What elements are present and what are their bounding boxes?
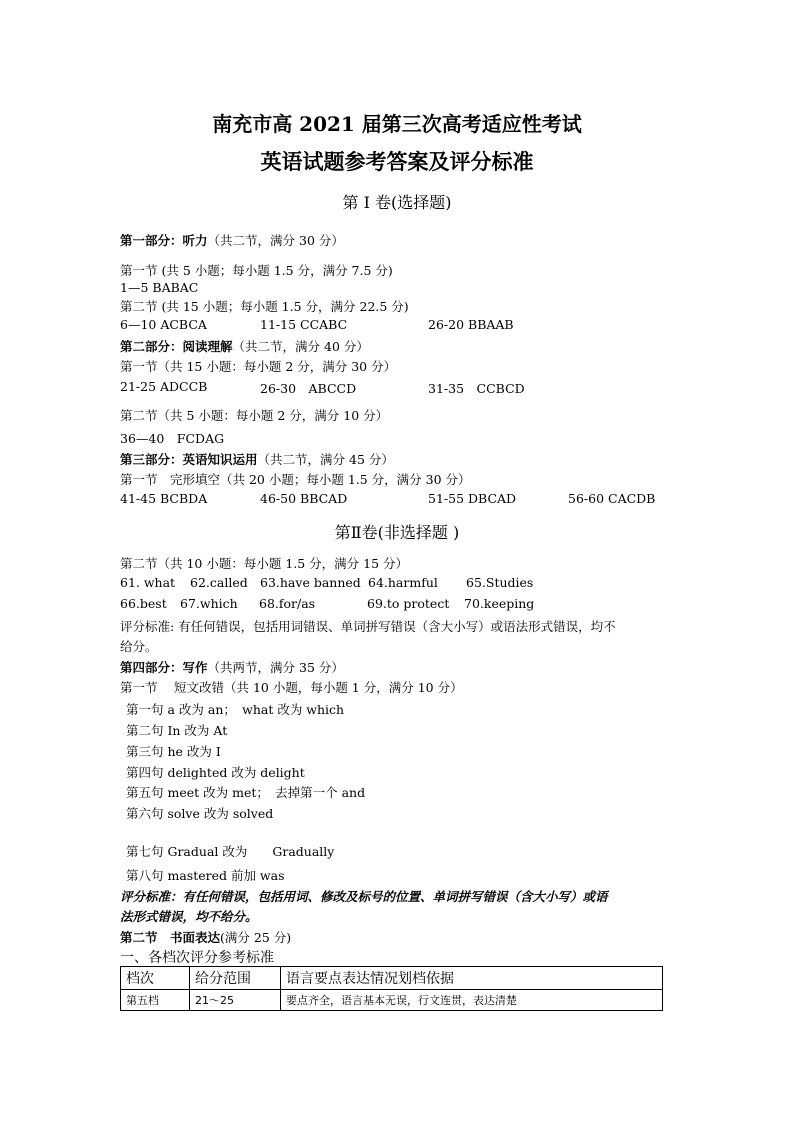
- table-row: [121, 990, 663, 1011]
- fill-answer-67: 67.which: [180, 596, 238, 611]
- part4-sec1-heading: 第一节 短文改错（共 10 小题，每小题 1 分，满分 10 分）: [120, 680, 463, 695]
- part4-heading-note: （共两节，满分 35 分）: [207, 660, 344, 675]
- col-header-score-range: 给分范围: [190, 967, 281, 990]
- part1-heading-label: 第一部分：听力: [120, 233, 208, 248]
- part1-sec2-answer-1: 6—10 ACBCA: [120, 317, 207, 332]
- part1-sec2-answer-3: 26-20 BBAAB: [428, 317, 514, 332]
- part3-heading: [120, 450, 394, 468]
- fill-answer-61: 61. what: [120, 575, 176, 590]
- part4-sec2-label: 第二节: [120, 930, 158, 945]
- correction-1: 第一句 a 改为 an； what 改为 which: [126, 702, 345, 717]
- part3-heading-label: 第三部分：英语知识运用: [120, 452, 258, 467]
- part3-sec1-answer-2: 46-50 BBCAD: [260, 491, 348, 506]
- grading-table: [120, 966, 663, 1011]
- correction-8: 第八句 mastered 前加 was: [126, 868, 285, 883]
- part2-sec1-answer-2: 26-30 ABCCD: [260, 381, 357, 396]
- part2-sec1-answer-1: 21-25 ADCCB: [120, 379, 208, 394]
- part3-sec2-heading: 第二节（共 10 小题：每小题 1.5 分，满分 15 分）: [120, 556, 409, 571]
- score-range-cell: 21～25: [190, 990, 281, 1011]
- part2-sec1-answer-3: 31-35 CCBCD: [428, 381, 525, 396]
- part1-sec2-answer-2: 11-15 CCABC: [260, 317, 348, 332]
- part2-heading: [120, 337, 369, 355]
- grading-standard-title: 一、各档次评分参考标准: [120, 950, 274, 966]
- part3-sec1-heading: 第一节 完形填空（共 20 小题；每小题 1.5 分，满分 30 分）: [120, 472, 471, 487]
- volume-2-heading: 第Ⅱ卷(非选择题 ): [334, 523, 460, 542]
- part1-heading-note: （共二节，满分 30 分）: [207, 233, 344, 248]
- fill-criteria-line1: 评分标准: 有任何错误，包括用词错误、单词拼写错误（含大小写）或语法形式错误，均不: [120, 619, 616, 634]
- part3-sec1-answer-4: 56-60 CACDB: [568, 491, 656, 506]
- correction-7: 第七句 Gradual 改为 Gradually: [126, 844, 335, 859]
- part1-heading: [120, 231, 344, 249]
- correction-4: 第四句 delighted 改为 delight: [126, 765, 305, 780]
- part2-sec2-answers: 36—40 FCDAG: [120, 431, 225, 446]
- part4-sec2-title: 书面表达: [170, 930, 221, 945]
- correction-3: 第三句 he 改为 I: [126, 744, 221, 759]
- col-header-criteria: 语言要点表达情况划档依据: [281, 967, 663, 990]
- part2-sec1-heading: 第一节（共 15 小题：每小题 2 分，满分 30 分）: [120, 359, 397, 374]
- part4-sec2-note: (满分 25 分): [220, 930, 292, 945]
- fill-answer-70: 70.keeping: [464, 596, 535, 611]
- grading-table-header: [121, 967, 663, 990]
- correction-criteria-line2: 法形式错误，均不给分。: [120, 909, 258, 924]
- volume-1-heading: 第 I 卷(选择题): [342, 193, 452, 212]
- fill-answer-65: 65.Studies: [466, 575, 534, 590]
- fill-answer-64: 64.harmful: [368, 575, 438, 590]
- part4-sec2-heading: [120, 928, 291, 946]
- part4-heading-label: 第四部分：写作: [120, 660, 208, 675]
- correction-2: 第二句 In 改为 At: [126, 723, 228, 738]
- fill-answer-66: 66.best: [120, 596, 167, 611]
- document-title: 南充市高 2021 届第三次高考适应性考试: [212, 112, 582, 136]
- part1-sec1-answers: 1—5 BABAC: [120, 280, 199, 295]
- grade-cell: 第五档: [121, 990, 190, 1011]
- part3-sec1-answer-1: 41-45 BCBDA: [120, 491, 208, 506]
- part3-heading-note: （共二节，满分 45 分）: [257, 452, 394, 467]
- part2-heading-note: （共二节，满分 40 分）: [232, 339, 369, 354]
- part2-heading-label: 第二部分：阅读理解: [120, 339, 233, 354]
- part2-sec2-heading: 第二节（共 5 小题：每小题 2 分，满分 10 分）: [120, 408, 389, 423]
- part4-heading: [120, 658, 344, 676]
- part1-sec1-heading: 第一节 (共 5 小题；每小题 1.5 分，满分 7.5 分): [120, 263, 393, 278]
- correction-criteria-line1: 评分标准：有任何错误，包括用词、修改及标号的位置、单词拼写错误（含大小写）或语: [120, 889, 608, 904]
- criteria-cell: 要点齐全，语言基本无误，行文连贯，表达清楚: [281, 990, 663, 1011]
- fill-answer-62: 62.called: [190, 575, 248, 590]
- part1-sec2-heading: 第二节 (共 15 小题；每小题 1.5 分，满分 22.5 分): [120, 299, 409, 314]
- fill-answer-63: 63.have banned: [260, 575, 361, 590]
- fill-answer-68: 68.for/as: [259, 596, 316, 611]
- document-subtitle: 英语试题参考答案及评分标准: [260, 149, 534, 174]
- col-header-grade: 档次: [121, 967, 190, 990]
- fill-criteria-line2: 给分。: [120, 639, 158, 654]
- correction-6: 第六句 solve 改为 solved: [126, 806, 274, 821]
- correction-5: 第五句 meet 改为 met； 去掉第一个 and: [126, 785, 366, 800]
- part3-sec1-answer-3: 51-55 DBCAD: [428, 491, 517, 506]
- fill-answer-69: 69.to protect: [367, 596, 450, 611]
